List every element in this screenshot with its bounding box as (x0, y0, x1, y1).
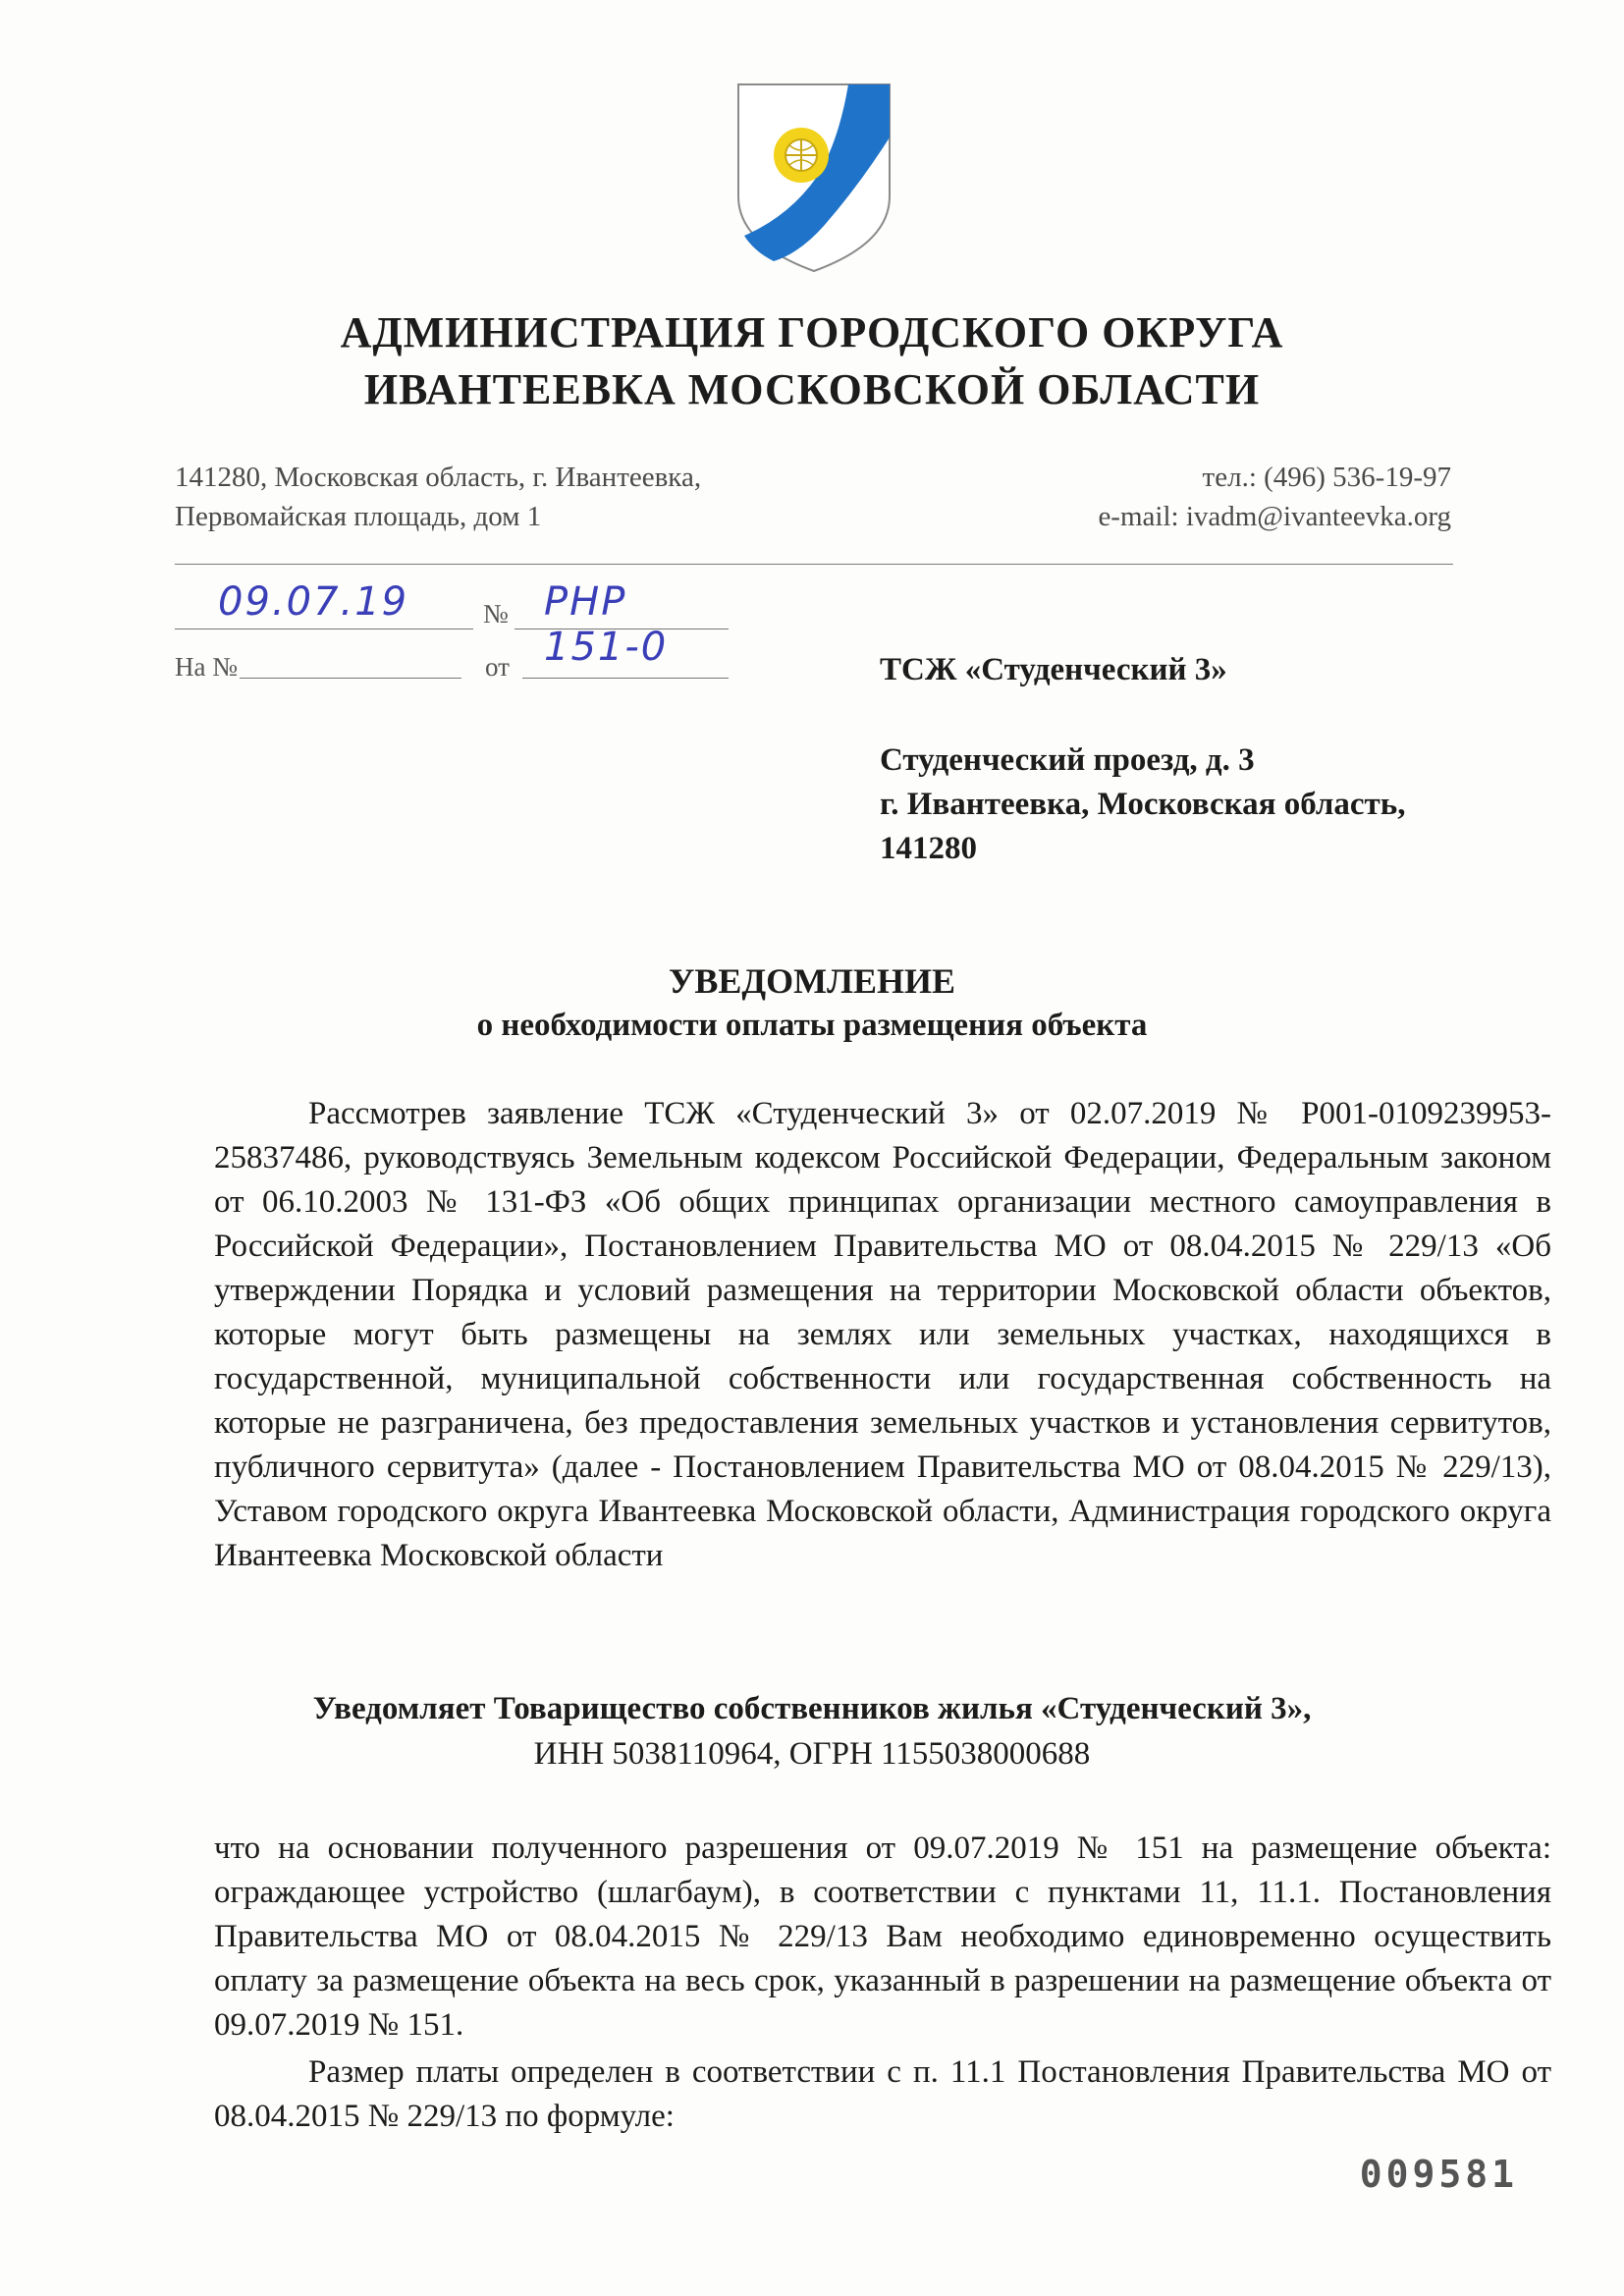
recipient-address-line1: Студенческий проезд, д. 3 (880, 742, 1255, 778)
org-email: e-mail: ivadm@ivanteevka.org (1098, 501, 1451, 532)
outgoing-number-handwritten: РНР 151-0 (544, 579, 669, 670)
notice-subtitle: о необходимости оплаты размещения объекта (476, 1008, 1148, 1043)
outgoing-number-field (514, 579, 729, 670)
organization-name-line1: АДМИНИСТРАЦИЯ ГОРОДСКОГО ОКРУГА (340, 308, 1284, 356)
reply-from-label: от (485, 652, 510, 682)
inn-ogrn-line: ИНН 5038110964, ОГРН 1155038000688 (533, 1736, 1091, 1772)
org-address-line1: 141280, Московская область, г. Ивантеевка, (175, 462, 702, 493)
org-address-line2: Первомайская площадь, дом 1 (175, 501, 542, 532)
notifies-line: Уведомляет Товарищество собственников жилья «Студенческий 3», (312, 1691, 1312, 1726)
notice-title: УВЕДОМЛЕНИЕ (668, 961, 956, 1001)
header-divider (175, 564, 1453, 565)
recipient-name: ТСЖ «Студенческий 3» (880, 652, 1227, 687)
reply-from-date-field (522, 648, 729, 679)
recipient-address-line2: г. Ивантеевка, Московская область, (880, 787, 1406, 822)
outgoing-date-field (175, 579, 473, 629)
body-paragraph-2: что на основании полученного разрешения от 09.07.2019 № 151 на размещение объекта: ограждающее устройство (шлагбаум), в соответствии с пунктами 11, 11.1. Постановления Правительства МО от 08.04.2015 № 229/13 Вам необходимо единовременно осуществить оплату за размещение объекта на весь срок, указанный в разрешении на размещение объекта от 09.07.2019 № 151. (214, 1831, 1551, 2043)
reply-to-number-field (240, 648, 461, 679)
coat-of-arms-emblem (731, 79, 897, 275)
serial-number: 009581 (1359, 2153, 1518, 2196)
organization-name-line2: ИВАНТЕЕВКА МОСКОВСКОЙ ОБЛАСТИ (363, 365, 1261, 413)
outgoing-number-label: № (483, 599, 509, 629)
outgoing-date-handwritten: 09.07.19 (218, 579, 409, 625)
body-paragraph-3: Размер платы определен в соответствии с п. 11.1 Постановления Правительства МО от 08.04.2015 № 229/13 по формуле: (214, 2054, 1551, 2134)
org-phone: тел.: (496) 536-19-97 (1202, 462, 1451, 493)
recipient-address-line3: 141280 (880, 831, 977, 866)
body-paragraph-1: Рассмотрев заявление ТСЖ «Студенческий 3» от 02.07.2019 № Р001-0109239953-25837486, руководствуясь Земельным кодексом Российской Федерации, Федеральным законом от 06.10.2003 № 131-ФЗ «Об общих принципах организации местного самоуправления в Российской Федерации», Постановлением Правительства МО от 08.04.2015 № 229/13 «Об утверждении Порядка и условий размещения на территории Московской области объектов, которые могут быть размещены на землях или земельных участках, находящихся в государственной, муниципальной собственности или государственная собственность на которые не разграничена, без предоставления земельных участков и установления сервитутов, публичного сервитута» (далее - Постановлением Правительства МО от 08.04.2015 № 229/13), Уставом городского округа Ивантеевка Московской области, Администрация городского округа Ивантеевка Московской области (214, 1096, 1551, 1573)
reply-to-label: На № (175, 652, 238, 682)
